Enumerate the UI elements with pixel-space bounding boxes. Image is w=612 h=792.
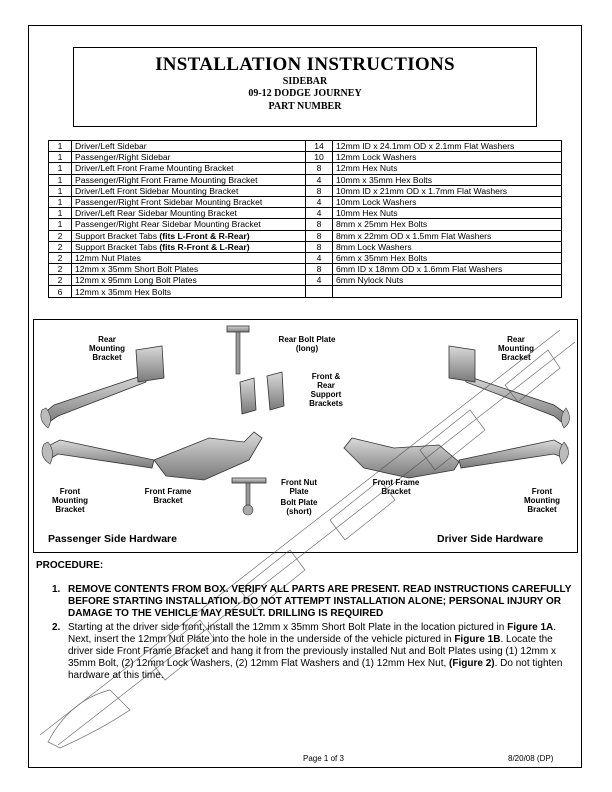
parts-desc-text: 12mm x 35mm Short Bolt Plates bbox=[75, 264, 199, 275]
parts-row bbox=[49, 163, 562, 174]
driver-front-bracket bbox=[459, 440, 569, 468]
label-bolt-plate-short: Bolt Plate (short) bbox=[280, 498, 318, 516]
parts-row bbox=[49, 141, 562, 152]
parts-qty2: 4 bbox=[306, 174, 333, 185]
label-front-frame-bracket-left: Front Frame Bracket bbox=[144, 487, 192, 505]
step-2 bbox=[52, 622, 572, 682]
parts-qty2: 4 bbox=[306, 208, 333, 219]
parts-qty: 1 bbox=[49, 208, 72, 219]
parts-desc bbox=[72, 241, 306, 252]
parts-desc-text: Support Bracket Tabs bbox=[75, 230, 160, 241]
procedure-steps bbox=[52, 584, 572, 684]
passenger-front-bracket bbox=[42, 440, 154, 468]
parts-desc2: 12mm ID x 24.1mm OD x 2.1mm Flat Washers bbox=[333, 141, 562, 152]
parts-desc bbox=[72, 208, 306, 219]
label-front-nut-plate: Front Nut Plate bbox=[281, 478, 317, 496]
parts-qty2: 10 bbox=[306, 152, 333, 163]
parts-row bbox=[49, 230, 562, 241]
label-support-brackets: Front & Rear Support Brackets bbox=[309, 372, 343, 408]
step-text: . Locate the driver side Front Frame Bracket and hang it from the previously installed Nut and Bolt Plates using (1) 12mm x 35mm Bolt, (2) 12mm Lock Washers, (2) 12mm Flat Washers and (1) 12mm Hex Nut, bbox=[68, 634, 556, 669]
page-number: Page 1 of 3 bbox=[303, 754, 344, 763]
driver-front-frame-bracket bbox=[344, 438, 459, 478]
parts-desc bbox=[72, 252, 306, 263]
parts-qty: 1 bbox=[49, 152, 72, 163]
passenger-side-heading: Passenger Side Hardware bbox=[48, 533, 177, 545]
parts-desc-text: Driver/Left Front Frame Mounting Bracket bbox=[75, 163, 234, 174]
parts-qty2: 8 bbox=[306, 264, 333, 275]
step-text: Starting at the driver side front, install the 12mm x 35mm Short Bolt Plate in the location pictured in bbox=[68, 622, 508, 633]
step-number: 1. bbox=[52, 584, 61, 595]
parts-desc-text: Passenger/Right Front Sidebar Mounting Bracket bbox=[75, 197, 263, 208]
parts-desc-text: Support Bracket Tabs bbox=[75, 241, 160, 252]
vehicle-model: 09-12 DODGE JOURNEY bbox=[248, 88, 362, 99]
figure-ref: (Figure 2) bbox=[449, 658, 495, 669]
label-front-mounting-bracket-right: Front Mounting Bracket bbox=[524, 487, 560, 514]
label-rear-mounting-bracket-left: Rear Mounting Bracket bbox=[89, 335, 125, 362]
parts-desc2: 10mm Hex Nuts bbox=[333, 208, 562, 219]
parts-desc bbox=[72, 141, 306, 152]
parts-desc-text: 12mm Nut Plates bbox=[75, 252, 141, 263]
parts-desc bbox=[72, 219, 306, 230]
label-front-mounting-bracket-left: Front Mounting Bracket bbox=[52, 487, 88, 514]
parts-desc bbox=[72, 196, 306, 207]
parts-row bbox=[49, 196, 562, 207]
parts-qty: 2 bbox=[49, 230, 72, 241]
figure-ref: Figure 1A bbox=[507, 622, 554, 633]
parts-desc bbox=[72, 174, 306, 185]
parts-desc bbox=[72, 185, 306, 196]
parts-row bbox=[49, 185, 562, 196]
parts-desc-text: Passenger/Right Sidebar bbox=[75, 152, 171, 163]
parts-desc-fit: (fits L-Front & R-Rear) bbox=[159, 230, 250, 241]
parts-desc2: 10mm x 35mm Hex Bolts bbox=[333, 174, 562, 185]
hardware-figure bbox=[33, 319, 578, 553]
driver-side-heading: Driver Side Hardware bbox=[437, 533, 544, 545]
label-rear-mounting-bracket-right: Rear Mounting Bracket bbox=[498, 335, 534, 362]
parts-qty: 1 bbox=[49, 163, 72, 174]
passenger-front-frame-bracket bbox=[154, 432, 262, 480]
parts-qty: 1 bbox=[49, 196, 72, 207]
parts-qty2: 8 bbox=[306, 241, 333, 252]
step-text: . Do not tighten hardware at this time. bbox=[68, 658, 563, 681]
step-number: 2. bbox=[52, 622, 61, 633]
parts-qty: 1 bbox=[49, 141, 72, 152]
step-text: . Next, insert the 12mm Nut Plate into the hole in the underside of the vehicle pictured in bbox=[68, 622, 557, 645]
parts-qty2: 4 bbox=[306, 252, 333, 263]
parts-desc2: 8mm Lock Washers bbox=[333, 241, 562, 252]
parts-qty: 1 bbox=[49, 185, 72, 196]
parts-desc bbox=[72, 264, 306, 275]
parts-desc2: 12mm Hex Nuts bbox=[333, 163, 562, 174]
parts-qty: 2 bbox=[49, 264, 72, 275]
parts-qty2: 8 bbox=[306, 219, 333, 230]
parts-qty2: 14 bbox=[306, 141, 333, 152]
step-text: REMOVE CONTENTS FROM BOX. VERIFY ALL PARTS ARE PRESENT. READ INSTRUCTIONS CAREFULLY BEFORE STARTING INSTALLATION. DO NOT ATTEMPT INSTALLATION ALONE; PERSONAL INJURY OR DAMAGE TO THE VEHICLE MAY RESULT. DRILLING IS REQUIRED bbox=[68, 584, 572, 619]
parts-qty2 bbox=[306, 286, 333, 297]
parts-desc bbox=[72, 275, 306, 286]
parts-desc2: 12mm Lock Washers bbox=[333, 152, 562, 163]
parts-row bbox=[49, 252, 562, 263]
parts-desc2: 8mm x 22mm OD x 1.5mm Flat Washers bbox=[333, 230, 562, 241]
support-brackets bbox=[240, 372, 284, 414]
parts-desc-text: 12mm x 95mm Long Bolt Plates bbox=[75, 275, 197, 286]
parts-desc-text: 12mm x 35mm Hex Bolts bbox=[75, 286, 171, 297]
parts-row bbox=[49, 208, 562, 219]
front-nut-plate bbox=[232, 478, 266, 515]
parts-desc2: 10mm Lock Washers bbox=[333, 196, 562, 207]
parts-qty: 1 bbox=[49, 219, 72, 230]
label-front-frame-bracket-right: Front Frame Bracket bbox=[372, 478, 420, 496]
parts-desc bbox=[72, 230, 306, 241]
parts-qty: 2 bbox=[49, 241, 72, 252]
parts-desc2: 6mm x 35mm Hex Bolts bbox=[333, 252, 562, 263]
parts-desc-fit: (fits R-Front & L-Rear) bbox=[159, 241, 250, 252]
parts-row bbox=[49, 264, 562, 275]
rear-bolt-plate bbox=[227, 326, 249, 374]
figure-ref: Figure 1B bbox=[454, 634, 501, 645]
parts-qty2: 8 bbox=[306, 185, 333, 196]
parts-desc2: 6mm Nylock Nuts bbox=[333, 275, 562, 286]
product-name: SIDEBAR bbox=[282, 76, 328, 87]
parts-qty2: 8 bbox=[306, 230, 333, 241]
title-box bbox=[73, 47, 537, 127]
parts-row bbox=[49, 152, 562, 163]
parts-qty2: 8 bbox=[306, 163, 333, 174]
parts-desc-text: Passenger/Right Rear Sidebar Mounting Bracket bbox=[75, 219, 261, 230]
parts-qty: 2 bbox=[49, 275, 72, 286]
parts-desc bbox=[72, 152, 306, 163]
parts-qty: 6 bbox=[49, 286, 72, 297]
parts-desc-text: Driver/Left Front Sidebar Mounting Bracket bbox=[75, 185, 239, 196]
parts-desc bbox=[72, 286, 306, 297]
document-title: INSTALLATION INSTRUCTIONS bbox=[155, 54, 455, 75]
parts-desc bbox=[72, 163, 306, 174]
parts-desc2: 6mm ID x 18mm OD x 1.6mm Flat Washers bbox=[333, 264, 562, 275]
parts-row bbox=[49, 241, 562, 252]
parts-qty2: 4 bbox=[306, 196, 333, 207]
label-rear-bolt-plate: Rear Bolt Plate (long) bbox=[278, 335, 336, 353]
parts-desc2: 10mm ID x 21mm OD x 1.7mm Flat Washers bbox=[333, 185, 562, 196]
parts-qty: 2 bbox=[49, 252, 72, 263]
parts-desc2: 8mm x 25mm Hex Bolts bbox=[333, 219, 562, 230]
parts-desc-text: Driver/Left Sidebar bbox=[75, 141, 147, 152]
procedure-heading: PROCEDURE: bbox=[36, 560, 104, 571]
parts-desc-text: Driver/Left Rear Sidebar Mounting Bracket bbox=[75, 208, 237, 219]
parts-row bbox=[49, 219, 562, 230]
document-date: 8/20/08 (DP) bbox=[508, 754, 554, 763]
part-number-label: PART NUMBER bbox=[268, 101, 342, 112]
step-1 bbox=[52, 584, 572, 620]
parts-row bbox=[49, 286, 562, 297]
parts-desc2 bbox=[333, 286, 562, 297]
parts-row bbox=[49, 174, 562, 185]
parts-desc-text: Passenger/Right Front Frame Mounting Bracket bbox=[75, 174, 258, 185]
parts-list-table bbox=[48, 140, 562, 298]
parts-row bbox=[49, 275, 562, 286]
parts-qty: 1 bbox=[49, 174, 72, 185]
parts-qty2: 4 bbox=[306, 275, 333, 286]
